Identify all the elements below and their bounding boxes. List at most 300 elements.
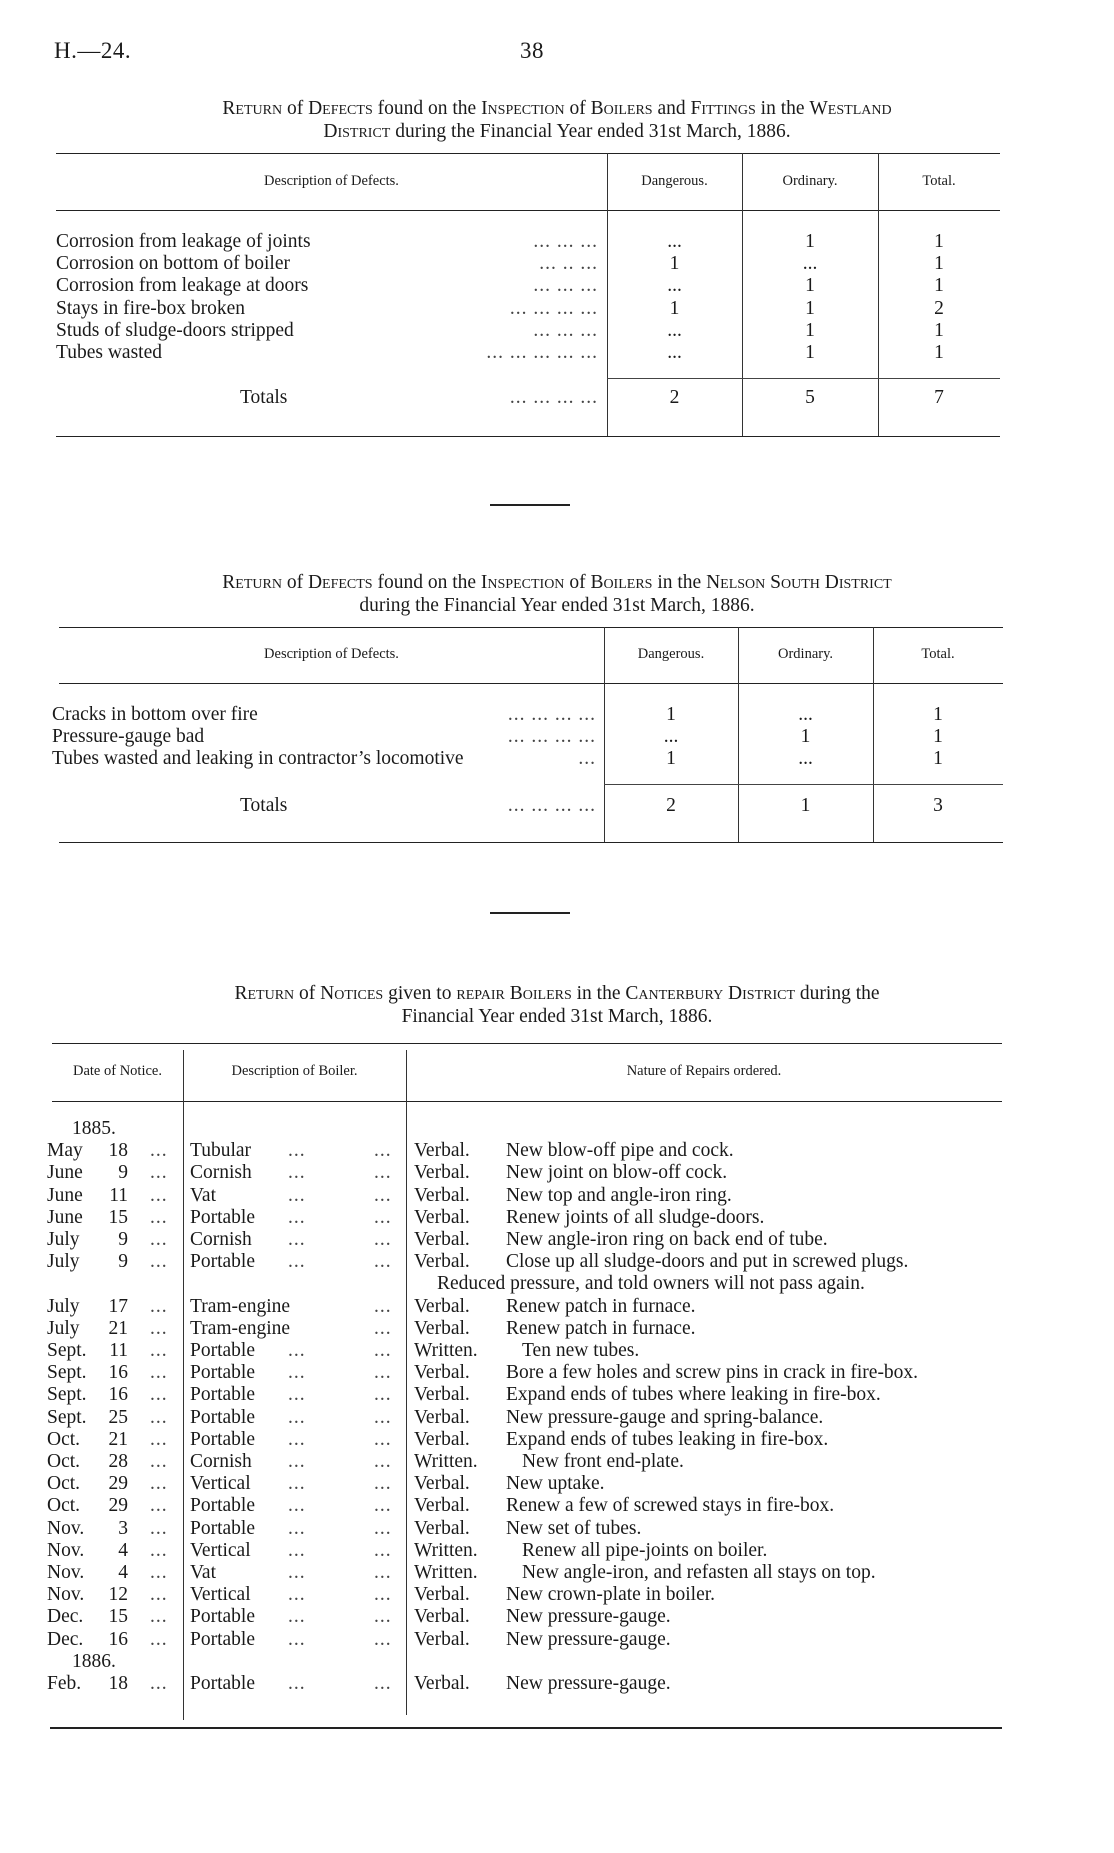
notice-type: Verbal.	[414, 1184, 470, 1206]
total-count: 1	[934, 342, 944, 363]
leader-dots: ...	[374, 1406, 392, 1428]
repair-ordered: New pressure-gauge.	[506, 1606, 671, 1628]
dangerous-count: ...	[667, 231, 682, 252]
leader-dots: ...	[288, 1673, 306, 1694]
ordinary-count: 1	[805, 275, 815, 297]
leader-dots: ...	[288, 1184, 306, 1206]
repair-ordered: Ten new tubes.	[522, 1340, 640, 1361]
leader-dots: ...	[374, 1184, 392, 1206]
ordinary-count: ...	[798, 704, 813, 725]
notice-type: Verbal.	[414, 1384, 470, 1406]
title-text: in the	[755, 98, 810, 119]
leader-dots: ...	[374, 1562, 392, 1583]
defect-description: Tubes wasted	[56, 342, 162, 363]
leader-dots: ...	[150, 1295, 168, 1317]
notice-type: Verbal.	[414, 1428, 470, 1450]
notice-month: July	[47, 1229, 80, 1250]
leader-dots: ... ... ... ...	[507, 726, 596, 747]
notice-month: Oct.	[47, 1451, 81, 1472]
leader-dots: ...	[374, 1673, 392, 1694]
notice-month: Nov.	[47, 1562, 85, 1583]
leader-dots: ...	[150, 1628, 168, 1650]
repair-ordered: Close up all sludge-doors and put in screwed plugs.	[506, 1251, 909, 1273]
notice-day: 29	[108, 1473, 128, 1495]
leader-dots: ... ... ... ...	[509, 297, 598, 319]
leader-dots: ...	[578, 748, 596, 769]
leader-dots: ...	[288, 1251, 306, 1273]
canterbury-title-line-2	[0, 1005, 1114, 1028]
title-text: of	[281, 572, 308, 593]
leader-dots: ...	[150, 1673, 168, 1694]
leader-dots: ...	[374, 1295, 392, 1317]
notice-month: Dec.	[47, 1628, 84, 1650]
leader-dots: ...	[374, 1251, 392, 1273]
notice-month: Nov.	[47, 1517, 85, 1539]
leader-dots: ...	[288, 1539, 306, 1561]
notice-month: Nov.	[47, 1584, 85, 1606]
title-text: repair	[456, 983, 505, 1004]
notice-month: Oct.	[47, 1495, 81, 1517]
boiler-type: Portable	[190, 1340, 255, 1361]
boiler-type: Cornish	[190, 1451, 252, 1472]
repair-ordered: Renew a few of screwed stays in fire-box.	[506, 1495, 835, 1517]
leader-dots: ... ... ...	[533, 275, 598, 297]
notice-day: 11	[109, 1340, 128, 1361]
notice-day: 9	[118, 1251, 128, 1273]
notice-month: July	[47, 1317, 80, 1339]
totals-dangerous: 2	[666, 795, 676, 816]
boiler-type: Vat	[190, 1184, 216, 1206]
title-text: of	[564, 572, 591, 593]
notice-type: Written.	[414, 1451, 478, 1472]
notice-day: 9	[118, 1229, 128, 1250]
leader-dots: ...	[288, 1495, 306, 1517]
boiler-type: Portable	[190, 1628, 255, 1650]
notice-day: 29	[108, 1495, 128, 1517]
canterbury-col-divider	[406, 1050, 407, 1715]
leader-dots: ...	[288, 1206, 306, 1228]
ordinary-count: 1	[805, 342, 815, 363]
notice-day: 12	[108, 1584, 128, 1606]
westland-header-ordinary: Ordinary.	[782, 173, 838, 189]
boiler-type: Vertical	[190, 1584, 251, 1606]
leader-dots: ...	[374, 1229, 392, 1250]
notice-day: 17	[108, 1295, 128, 1317]
repair-ordered: New front end-plate.	[522, 1451, 684, 1472]
leader-dots: ... ... ... ...	[509, 387, 598, 408]
leader-dots: ...	[374, 1539, 392, 1561]
canterbury-bottom-rule	[50, 1727, 1002, 1729]
notice-day: 16	[108, 1628, 128, 1650]
notice-month: May	[47, 1140, 83, 1162]
repair-ordered: New angle-iron, and refasten all stays on top.	[522, 1562, 876, 1583]
title-text: Inspection	[480, 572, 565, 593]
repair-continuation: Reduced pressure, and told owners will not pass again.	[437, 1273, 865, 1295]
notice-type: Verbal.	[414, 1140, 470, 1162]
leader-dots: ...	[150, 1428, 168, 1450]
notice-type: Verbal.	[414, 1206, 470, 1228]
repair-ordered: New crown-plate in boiler.	[506, 1584, 716, 1606]
notice-type: Verbal.	[414, 1295, 470, 1317]
leader-dots: ...	[150, 1162, 168, 1184]
canterbury-col-divider	[183, 1050, 184, 1720]
repair-ordered: Renew patch in furnace.	[506, 1295, 696, 1317]
title-text: Defects	[308, 98, 373, 119]
totals-ordinary: 5	[805, 387, 815, 408]
ordinary-count: 1	[805, 297, 815, 319]
leader-dots: ...	[288, 1473, 306, 1495]
title-text: Boilers	[509, 983, 572, 1004]
nelson-south-bottom-rule	[59, 842, 1003, 843]
ordinary-count: ...	[798, 748, 813, 769]
leader-dots: ...	[150, 1562, 168, 1583]
title-text: Return	[222, 98, 283, 119]
title-text: Boilers	[590, 98, 653, 119]
leader-dots: ...	[288, 1140, 306, 1162]
leader-dots: ...	[374, 1384, 392, 1406]
nelson-south-title-line-2	[0, 594, 1114, 617]
leader-dots: ...	[374, 1628, 392, 1650]
notice-type: Written.	[414, 1539, 478, 1561]
leader-dots: ...	[374, 1162, 392, 1184]
nelson-south-title	[0, 571, 1114, 617]
title-text: during the Financial Year ended 31st March, 1886.	[359, 595, 755, 616]
nelson-south-top-rule	[59, 627, 1003, 628]
notice-type: Verbal.	[414, 1229, 470, 1250]
title-text: Canterbury District	[625, 983, 796, 1004]
ordinary-count: 1	[805, 231, 815, 252]
nelson-south-title-line-1	[0, 571, 1114, 594]
nelson-south-header-ordinary: Ordinary.	[777, 646, 834, 662]
leader-dots: ...	[150, 1317, 168, 1339]
notice-day: 18	[108, 1673, 128, 1694]
notice-type: Verbal.	[414, 1495, 470, 1517]
notice-type: Verbal.	[414, 1517, 470, 1539]
section-separator	[490, 504, 570, 506]
leader-dots: ... ... ... ... ...	[486, 342, 598, 363]
total-count: 1	[933, 726, 943, 747]
dangerous-count: 1	[666, 704, 676, 725]
notice-type: Verbal.	[414, 1251, 470, 1273]
totals-label: Totals	[240, 387, 288, 408]
repair-ordered: New blow-off pipe and cock.	[506, 1140, 734, 1162]
title-text: Notices	[320, 983, 384, 1004]
repair-ordered: New pressure-gauge and spring-balance.	[506, 1406, 824, 1428]
nelson-south-header-rule	[59, 683, 1003, 684]
notice-type: Written.	[414, 1340, 478, 1361]
westland-bottom-rule	[56, 436, 1000, 437]
defect-description: Tubes wasted and leaking in contractor’s locomotive	[52, 748, 464, 769]
notice-month: June	[47, 1162, 83, 1184]
boiler-type: Portable	[190, 1673, 255, 1694]
notice-day: 4	[118, 1562, 128, 1583]
westland-header-description: Description of Defects.	[264, 173, 399, 189]
leader-dots: ...	[150, 1539, 168, 1561]
notice-day: 3	[118, 1517, 128, 1539]
westland-totals-rule	[607, 378, 1000, 379]
leader-dots: ...	[374, 1340, 392, 1361]
dangerous-count: 1	[669, 297, 680, 319]
dangerous-count: ...	[667, 275, 682, 297]
leader-dots: ...	[374, 1206, 392, 1228]
dangerous-count: ...	[667, 319, 682, 341]
boiler-type: Portable	[190, 1517, 255, 1539]
canterbury-top-rule	[52, 1043, 1002, 1044]
boiler-type: Tram-engine	[190, 1317, 291, 1339]
notice-type: Verbal.	[414, 1628, 470, 1650]
title-text: in the	[571, 983, 626, 1004]
canterbury-title	[0, 982, 1114, 1028]
leader-dots: ...	[288, 1562, 306, 1583]
defect-description: Corrosion from leakage at doors	[56, 275, 309, 297]
repair-ordered: Renew patch in furnace.	[506, 1317, 696, 1339]
repair-ordered: New top and angle-iron ring.	[506, 1184, 732, 1206]
boiler-type: Portable	[190, 1251, 255, 1273]
repair-ordered: Expand ends of tubes where leaking in fire-box.	[506, 1384, 881, 1406]
total-count: 1	[933, 704, 943, 725]
leader-dots: ...	[374, 1317, 392, 1339]
notice-type: Verbal.	[414, 1406, 470, 1428]
boiler-type: Portable	[190, 1428, 255, 1450]
dangerous-count: 1	[666, 748, 676, 769]
repair-ordered: New angle-iron ring on back end of tube.	[506, 1229, 828, 1250]
boiler-type: Cornish	[190, 1229, 252, 1250]
boiler-type: Tram-engine	[190, 1295, 291, 1317]
title-text: Boilers	[590, 572, 653, 593]
notice-type: Verbal.	[414, 1473, 470, 1495]
title-text: of	[294, 983, 321, 1004]
repair-ordered: Renew all pipe-joints on boiler.	[522, 1539, 768, 1561]
leader-dots: ...	[150, 1362, 168, 1384]
notice-type: Verbal.	[414, 1162, 470, 1184]
leader-dots: ...	[150, 1517, 168, 1539]
title-text: of	[564, 98, 591, 119]
westland-header-rule	[56, 210, 1000, 211]
title-text: found on the	[372, 572, 481, 593]
notice-type: Verbal.	[414, 1584, 470, 1606]
repair-ordered: New pressure-gauge.	[506, 1628, 671, 1650]
leader-dots: ...	[288, 1628, 306, 1650]
notice-month: Sept.	[47, 1384, 87, 1406]
leader-dots: ...	[288, 1606, 306, 1628]
title-text: Return	[234, 983, 295, 1004]
ordinary-count: 1	[805, 319, 815, 341]
total-count: 1	[933, 748, 943, 769]
leader-dots: ...	[374, 1517, 392, 1539]
repair-ordered: New uptake.	[506, 1473, 605, 1495]
repair-ordered: Expand ends of tubes leaking in fire-box.	[506, 1428, 829, 1450]
year-label: 1886.	[72, 1650, 116, 1672]
title-text: Defects	[307, 572, 373, 593]
leader-dots: ...	[288, 1340, 306, 1361]
repair-ordered: Bore a few holes and screw pins in crack in fire-box.	[506, 1362, 919, 1384]
defect-description: Stays in fire-box broken	[56, 297, 246, 319]
leader-dots: ...	[288, 1384, 306, 1406]
notice-day: 21	[108, 1428, 128, 1450]
notice-month: July	[47, 1251, 80, 1273]
boiler-type: Portable	[190, 1406, 255, 1428]
dangerous-count: ...	[663, 726, 679, 747]
boiler-type: Portable	[190, 1206, 255, 1228]
title-text: found on the	[372, 98, 482, 119]
leader-dots: ...	[288, 1406, 306, 1428]
section-separator	[490, 912, 570, 914]
notice-day: 16	[108, 1362, 128, 1384]
leader-dots: ...	[288, 1362, 306, 1384]
leader-dots: ... ... ...	[533, 319, 598, 341]
leader-dots: ...	[288, 1517, 306, 1539]
boiler-type: Portable	[190, 1362, 255, 1384]
notice-type: Written.	[414, 1562, 478, 1583]
canterbury-header-boiler: Description of Boiler.	[231, 1063, 358, 1079]
totals-dangerous: 2	[669, 387, 680, 408]
boiler-type: Vertical	[190, 1473, 251, 1495]
ordinary-count: ...	[802, 253, 818, 275]
notice-month: Sept.	[47, 1340, 87, 1361]
notice-month: Oct.	[47, 1428, 81, 1450]
leader-dots: ...	[150, 1251, 168, 1273]
title-text: during the	[795, 983, 880, 1004]
leader-dots: ...	[288, 1584, 306, 1606]
dangerous-count: 1	[669, 253, 680, 275]
notice-day: 25	[108, 1406, 128, 1428]
boiler-type: Cornish	[190, 1162, 252, 1184]
title-text: Financial Year ended 31st March, 1886.	[401, 1006, 713, 1027]
leader-dots: ...	[288, 1162, 306, 1184]
leader-dots: ...	[374, 1606, 392, 1628]
notice-month: Feb.	[47, 1673, 82, 1694]
notice-month: Oct.	[47, 1473, 81, 1495]
leader-dots: ...	[150, 1384, 168, 1406]
defect-description: Pressure-gauge bad	[52, 726, 205, 747]
canterbury-header-repairs: Nature of Repairs ordered.	[626, 1063, 782, 1079]
notice-day: 9	[118, 1162, 128, 1184]
westland-title-line-2	[0, 120, 1114, 143]
leader-dots: ...	[374, 1495, 392, 1517]
defect-description: Corrosion from leakage of joints	[56, 231, 311, 252]
westland-title-line-1	[0, 97, 1114, 120]
leader-dots: ...	[374, 1428, 392, 1450]
title-text: District	[323, 121, 391, 142]
boiler-type: Portable	[190, 1384, 255, 1406]
leader-dots: ... ... ... ...	[507, 704, 596, 725]
leader-dots: ...	[288, 1451, 306, 1472]
leader-dots: ...	[150, 1206, 168, 1228]
leader-dots: ...	[288, 1229, 306, 1250]
canterbury-header-rule	[52, 1101, 1002, 1102]
notice-month: Sept.	[47, 1406, 87, 1428]
total-count: 1	[934, 253, 944, 275]
nelson-south-totals-rule	[604, 784, 1003, 785]
notice-month: July	[47, 1295, 80, 1317]
repair-ordered: New pressure-gauge.	[506, 1673, 671, 1694]
notice-type: Verbal.	[414, 1606, 470, 1628]
leader-dots: ...	[150, 1184, 168, 1206]
defect-description: Studs of sludge-doors stripped	[56, 319, 294, 341]
defect-description: Cracks in bottom over fire	[52, 704, 258, 725]
leader-dots: ...	[374, 1584, 392, 1606]
title-text: Inspection	[481, 98, 565, 119]
notice-month: Nov.	[47, 1539, 85, 1561]
repair-ordered: New joint on blow-off cock.	[506, 1162, 728, 1184]
title-text: in the	[652, 572, 707, 593]
leader-dots: ...	[150, 1606, 168, 1628]
leader-dots: ...	[150, 1451, 168, 1472]
leader-dots: ... ... ...	[533, 231, 598, 252]
nelson-south-header-total: Total.	[921, 646, 955, 662]
notice-type: Verbal.	[414, 1317, 470, 1339]
notice-type: Verbal.	[414, 1673, 470, 1694]
document-reference: H.—24.	[54, 38, 132, 63]
leader-dots: ...	[374, 1362, 392, 1384]
leader-dots: ...	[374, 1473, 392, 1495]
dangerous-count: ...	[667, 342, 682, 363]
notice-day: 16	[108, 1384, 128, 1406]
notice-day: 15	[108, 1206, 128, 1228]
notice-day: 18	[108, 1140, 128, 1162]
totals-total: 7	[934, 387, 944, 408]
title-text: Return	[222, 572, 282, 593]
notice-month: Sept.	[47, 1362, 87, 1384]
leader-dots: ...	[150, 1406, 168, 1428]
notice-type: Verbal.	[414, 1362, 470, 1384]
title-text: Nelson South District	[706, 572, 892, 593]
notice-day: 15	[108, 1606, 128, 1628]
nelson-south-header-dangerous: Dangerous.	[637, 646, 705, 662]
title-text: Fittings	[690, 98, 756, 119]
westland-header-total: Total.	[922, 173, 956, 189]
ordinary-count: 1	[800, 726, 811, 747]
title-text: and	[652, 98, 691, 119]
boiler-type: Vertical	[190, 1539, 251, 1561]
leader-dots: ...	[150, 1140, 168, 1162]
total-count: 1	[934, 319, 944, 341]
title-text: of	[282, 98, 309, 119]
notice-month: June	[47, 1206, 83, 1228]
boiler-type: Vat	[190, 1562, 216, 1583]
westland-top-rule	[56, 153, 1000, 154]
totals-total: 3	[933, 795, 943, 816]
notice-month: June	[47, 1184, 83, 1206]
notice-day: 28	[108, 1451, 128, 1472]
title-text: during the Financial Year ended 31st March, 1886.	[390, 121, 791, 142]
canterbury-title-line-1	[0, 982, 1114, 1005]
leader-dots: ...	[150, 1584, 168, 1606]
title-text: given to	[383, 983, 457, 1004]
repair-ordered: Renew joints of all sludge-doors.	[506, 1206, 765, 1228]
notice-day: 21	[108, 1317, 128, 1339]
page-number: 38	[520, 38, 544, 63]
total-count: 2	[934, 297, 944, 319]
leader-dots: ...	[374, 1140, 392, 1162]
leader-dots: ...	[374, 1451, 392, 1472]
boiler-type: Portable	[190, 1606, 255, 1628]
canterbury-header-date: Date of Notice.	[73, 1063, 162, 1079]
totals-ordinary: 1	[800, 795, 811, 816]
notice-month: Dec.	[47, 1606, 84, 1628]
notice-day: 11	[109, 1184, 128, 1206]
boiler-type: Tubular	[190, 1140, 252, 1162]
totals-label: Totals	[240, 795, 288, 816]
total-count: 1	[934, 231, 944, 252]
leader-dots: ... .. ...	[539, 253, 598, 275]
leader-dots: ...	[288, 1428, 306, 1450]
total-count: 1	[934, 275, 944, 297]
repair-ordered: New set of tubes.	[506, 1517, 642, 1539]
leader-dots: ...	[150, 1473, 168, 1495]
leader-dots: ...	[150, 1340, 168, 1361]
nelson-south-header-description: Description of Defects.	[264, 646, 399, 662]
